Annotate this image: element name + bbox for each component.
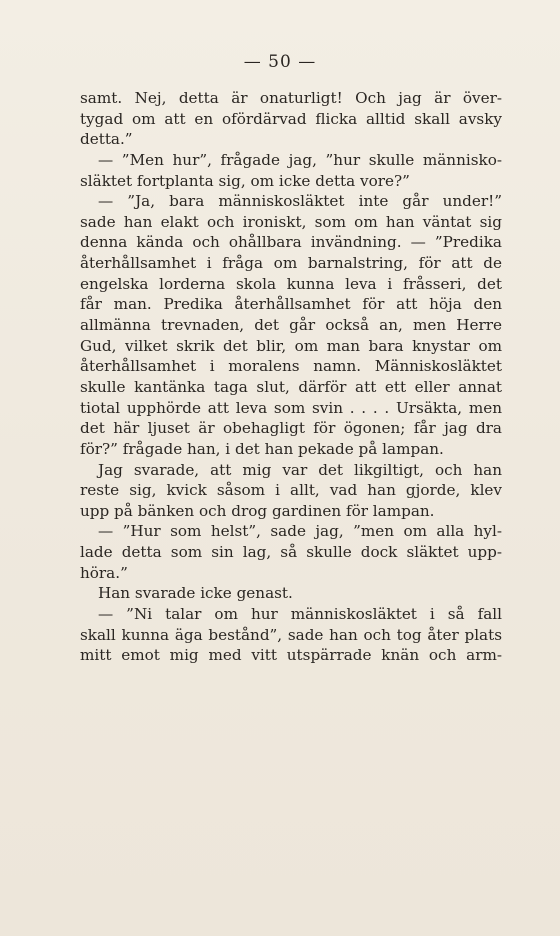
text-line: Han svarade icke genast. [98, 584, 293, 603]
text-line: detta.” [80, 130, 133, 149]
text-line: upp på bänken och drog gardinen för lampan. [80, 501, 435, 520]
body-text [80, 88, 502, 666]
text-line: denna kända och ohållbara invändning. — ”Predika [80, 233, 502, 252]
text-line: tygad om att en ofördärvad flicka alltid skall avsky [80, 109, 502, 128]
text-line: mitt emot mig med vitt utspärrade knän och arm- [80, 646, 502, 665]
text-line: Gud, vilket skrik det blir, om man bara knystar om [80, 336, 502, 355]
text-line: — ”Men hur”, frågade jag, ”hur skulle människo- [98, 150, 502, 169]
text-line: återhållsamhet i moralens namn. Människosläktet [80, 357, 502, 376]
text-line: höra.” [80, 563, 128, 582]
text-line: tiotal upphörde att leva som svin . . . . Ursäkta, men [80, 398, 502, 417]
text-line: reste sig, kvick såsom i allt, vad han gjorde, klev [80, 481, 502, 500]
text-line: Jag svarade, att mig var det likgiltigt, och han [98, 460, 502, 479]
text-line: skall kunna äga bestånd”, sade han och tog åter plats [80, 625, 502, 644]
text-line: — ”Ja, bara människosläktet inte går under!” [98, 192, 502, 211]
text-line: samt. Nej, detta är onaturligt! Och jag är över- [80, 89, 502, 107]
text-line: lade detta som sin lag, så skulle dock släktet upp- [80, 543, 502, 562]
text-line: för?” frågade han, i det han pekade på lampan. [80, 439, 444, 458]
text-line: släktet fortplanta sig, om icke detta vore?” [80, 171, 410, 190]
text-line: skulle kantänka taga slut, därför att ett eller annat [80, 377, 502, 396]
text-line: sade han elakt och ironiskt, som om han väntat sig [80, 212, 502, 231]
text-line: får man. Predika återhållsamhet för att höja den [80, 295, 502, 314]
page-number: — 50 — [243, 52, 317, 72]
text-line: det här ljuset är obehagligt för ögonen; får jag dra [80, 419, 502, 438]
text-line: — ”Hur som helst”, sade jag, ”men om alla hyl- [98, 522, 502, 541]
text-line: — ”Ni talar om hur människosläktet i så fall [98, 605, 502, 624]
text-line: allmänna trevnaden, det går också an, men Herre [80, 316, 502, 335]
text-line: återhållsamhet i fråga om barnalstring, för att de [80, 254, 502, 273]
text-line: engelska lorderna skola kunna leva i fråsseri, det [80, 274, 502, 293]
